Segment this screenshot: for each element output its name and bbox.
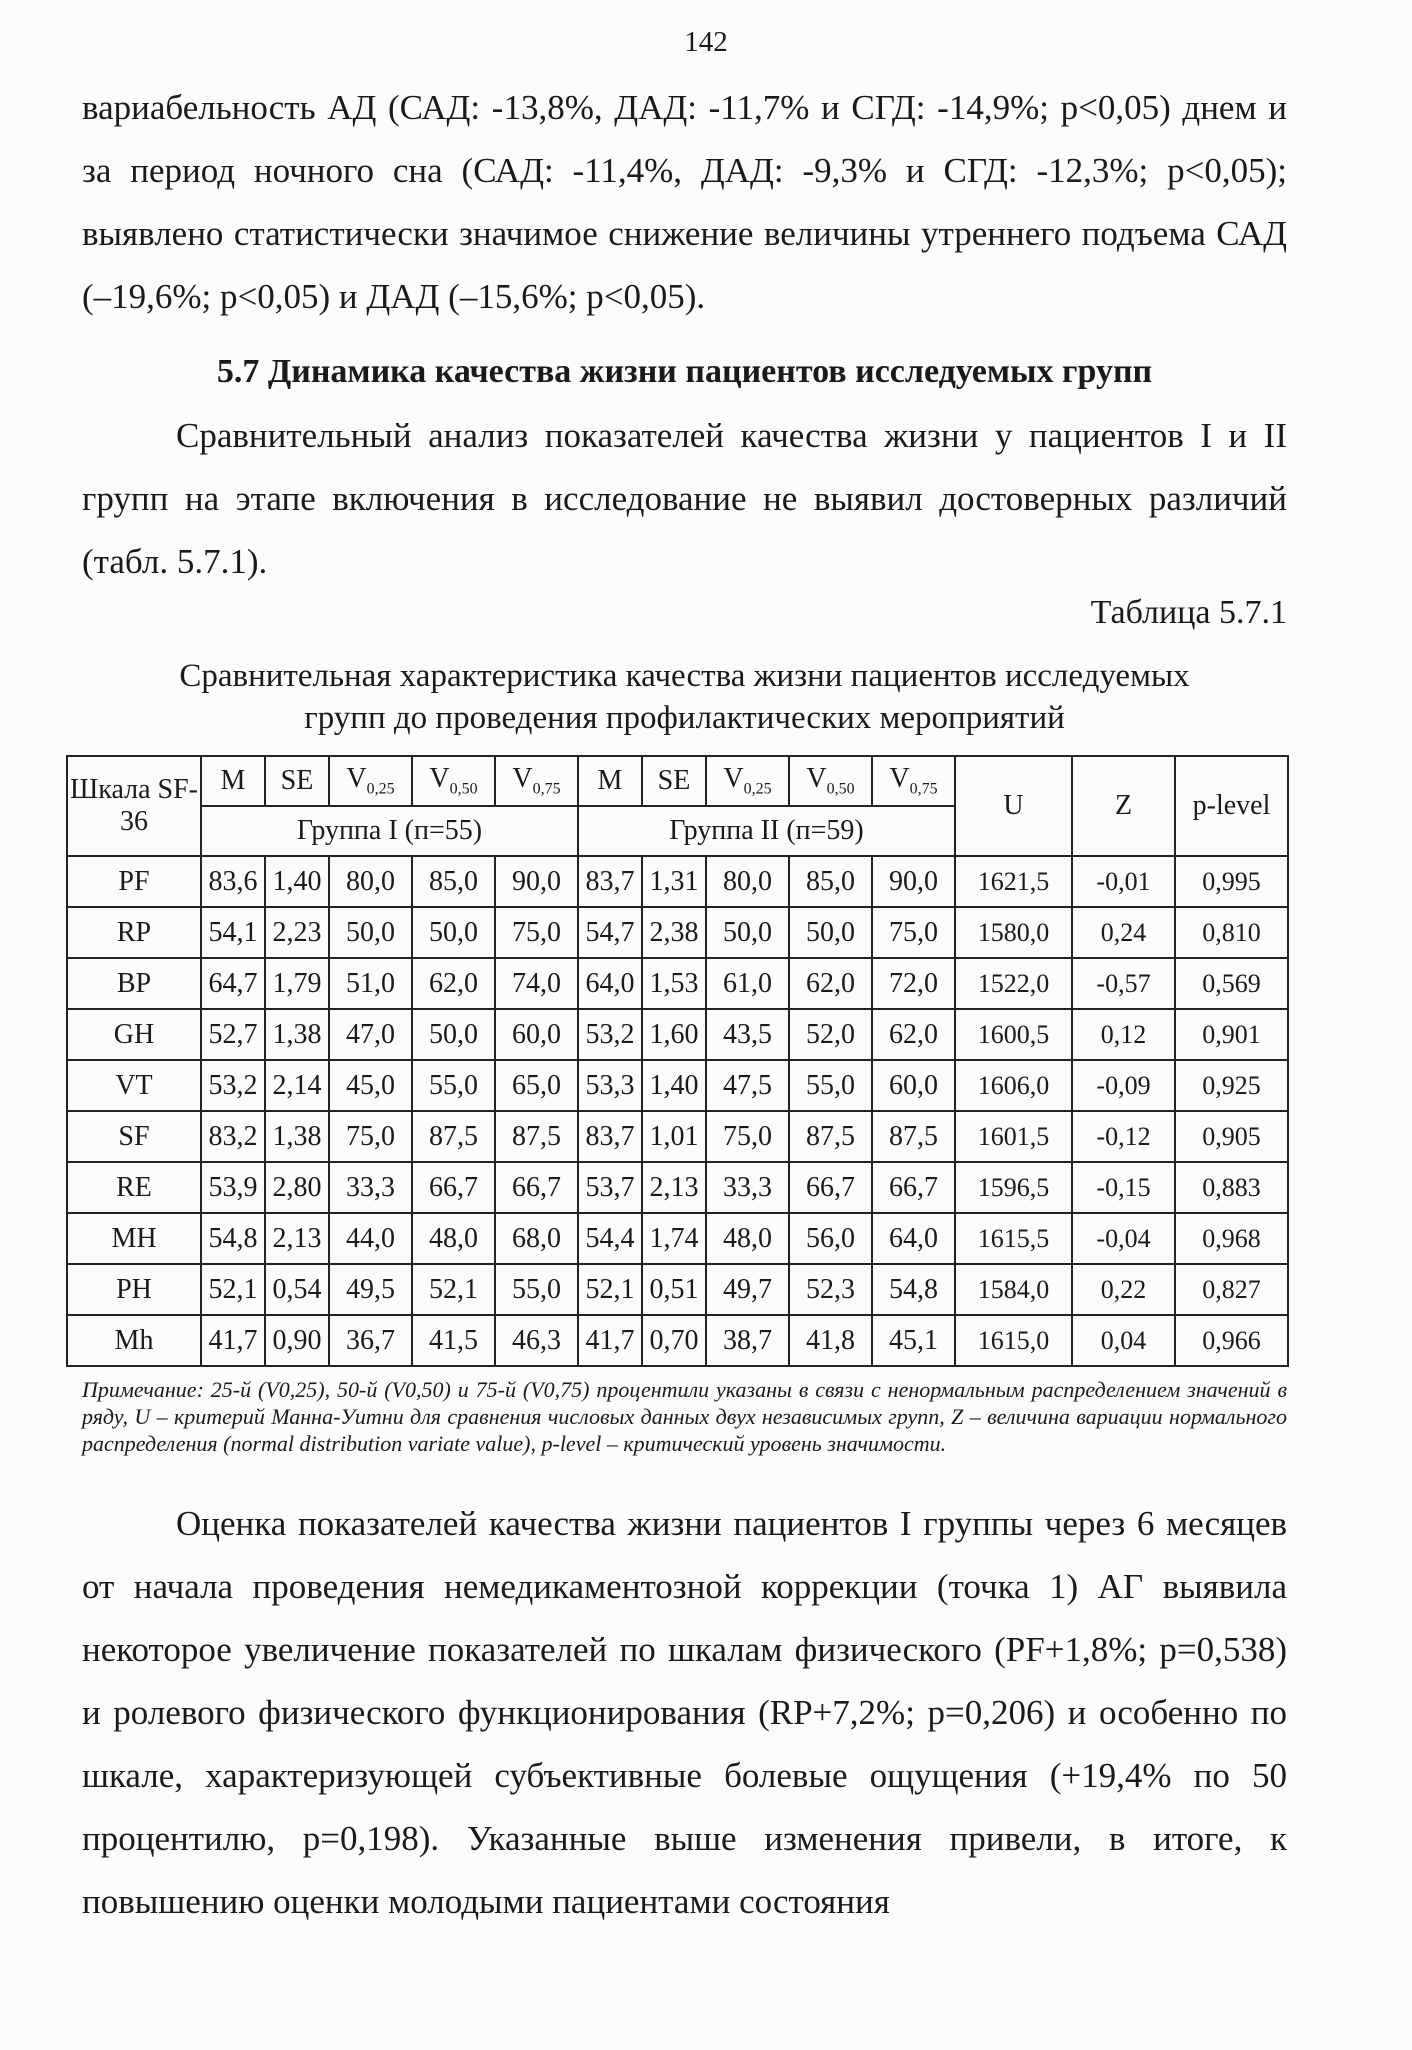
table-cell: 0,827 xyxy=(1175,1264,1288,1315)
table-cell: 83,2 xyxy=(201,1111,265,1162)
table-cell: 2,14 xyxy=(265,1060,329,1111)
table-cell: 64,0 xyxy=(578,958,642,1009)
table-cell: 52,1 xyxy=(412,1264,495,1315)
table-cell: 1,60 xyxy=(642,1009,706,1060)
row-scale-cell: MH xyxy=(67,1213,201,1264)
table-title-line2: групп до проведения профилактических мероприятий xyxy=(304,700,1065,736)
table-row xyxy=(67,1111,1288,1162)
table-cell: 0,569 xyxy=(1175,958,1288,1009)
header-z: Z xyxy=(1072,756,1175,856)
table-cell: 0,90 xyxy=(265,1315,329,1366)
table-cell: 55,0 xyxy=(412,1060,495,1111)
row-scale-cell: GH xyxy=(67,1009,201,1060)
table-cell: 66,7 xyxy=(412,1162,495,1213)
table-cell: 1,31 xyxy=(642,856,706,907)
table-cell: 68,0 xyxy=(495,1213,578,1264)
table-title xyxy=(82,655,1287,739)
table-cell: 87,5 xyxy=(412,1111,495,1162)
table-cell: 53,2 xyxy=(578,1009,642,1060)
header-se-g1: SE xyxy=(265,756,329,806)
table-cell: 0,70 xyxy=(642,1315,706,1366)
quality-of-life-table xyxy=(66,755,1289,1367)
table-cell: 66,7 xyxy=(872,1162,955,1213)
header-group2: Группа II (п=59) xyxy=(578,806,955,856)
table-cell: 0,925 xyxy=(1175,1060,1288,1111)
table-cell: 1,01 xyxy=(642,1111,706,1162)
table-cell: 54,4 xyxy=(578,1213,642,1264)
table-row xyxy=(67,1162,1288,1213)
table-cell: 83,7 xyxy=(578,856,642,907)
table-cell: 49,5 xyxy=(329,1264,412,1315)
table-cell: 50,0 xyxy=(706,907,789,958)
header-v50-g2: $V_{0,50}$ xyxy=(789,756,872,806)
table-cell: 75,0 xyxy=(329,1111,412,1162)
table-row xyxy=(67,1060,1288,1111)
table-cell: 1600,5 xyxy=(955,1009,1072,1060)
table-cell: 50,0 xyxy=(412,1009,495,1060)
section-paragraph xyxy=(82,404,1287,593)
table-cell: 1615,0 xyxy=(955,1315,1072,1366)
intro-paragraph xyxy=(82,76,1287,328)
header-p-level: p-level xyxy=(1175,756,1288,856)
table-cell: 1596,5 xyxy=(955,1162,1072,1213)
table-cell: 87,5 xyxy=(789,1111,872,1162)
table-cell: 41,7 xyxy=(201,1315,265,1366)
table-cell: 80,0 xyxy=(329,856,412,907)
table-cell: -0,09 xyxy=(1072,1060,1175,1111)
table-cell: 0,22 xyxy=(1072,1264,1175,1315)
table-cell: 46,3 xyxy=(495,1315,578,1366)
table-cell: 83,7 xyxy=(578,1111,642,1162)
table-row xyxy=(67,1315,1288,1366)
table-cell: 61,0 xyxy=(706,958,789,1009)
row-scale-cell: PF xyxy=(67,856,201,907)
header-group1: Группа I (п=55) xyxy=(201,806,578,856)
table-cell: 2,80 xyxy=(265,1162,329,1213)
table-cell: 75,0 xyxy=(495,907,578,958)
body-paragraph xyxy=(82,1492,1287,1933)
table-cell: 38,7 xyxy=(706,1315,789,1366)
table-cell: 90,0 xyxy=(872,856,955,907)
table-cell: 55,0 xyxy=(789,1060,872,1111)
header-v25-g1: $V_{0,25}$ xyxy=(329,756,412,806)
table-cell: 54,8 xyxy=(872,1264,955,1315)
table-label: Таблица 5.7.1 xyxy=(1090,594,1287,631)
table-cell: 62,0 xyxy=(412,958,495,1009)
table-cell: 52,0 xyxy=(789,1009,872,1060)
table-cell: 1,74 xyxy=(642,1213,706,1264)
header-se-g2: SE xyxy=(642,756,706,806)
header-scale: Шкала SF-36 xyxy=(67,756,201,856)
table-cell: 2,13 xyxy=(642,1162,706,1213)
table-title-line1: Сравнительная характеристика качества жизни пациентов исследуемых xyxy=(179,658,1190,694)
table-cell: 53,3 xyxy=(578,1060,642,1111)
table-cell: 90,0 xyxy=(495,856,578,907)
table-cell: 54,7 xyxy=(578,907,642,958)
table-cell: 85,0 xyxy=(789,856,872,907)
table-cell: 64,7 xyxy=(201,958,265,1009)
row-scale-cell: Mh xyxy=(67,1315,201,1366)
table-cell: 1,40 xyxy=(642,1060,706,1111)
table-cell: 52,1 xyxy=(201,1264,265,1315)
table-cell: -0,01 xyxy=(1072,856,1175,907)
table-body xyxy=(67,856,1288,1366)
table-cell: 48,0 xyxy=(706,1213,789,1264)
table-row xyxy=(67,907,1288,958)
table-cell: 51,0 xyxy=(329,958,412,1009)
table-cell: 75,0 xyxy=(706,1111,789,1162)
body-text: Оценка показателей качества жизни пациентов I группы через 6 месяцев от начала проведения немедикаментозной коррекции (точка 1) АГ выявила некоторое увеличение показателей по шкалам физического (PF+1,8%; p=0,538) и ролевого физического функционирования (RP+7,2%; p=0,206) и особенно по шкале, характеризующей субъективные болевые ощущения (+19,4% по 50 процентилю, p=0,198). Указанные выше изменения привели, в итоге, к повышению оценки молодыми пациентами состояния xyxy=(82,1504,1287,1921)
table-cell: 52,3 xyxy=(789,1264,872,1315)
table-cell: 66,7 xyxy=(495,1162,578,1213)
header-m-g1: M xyxy=(201,756,265,806)
table-cell: 52,1 xyxy=(578,1264,642,1315)
header-m-g2: M xyxy=(578,756,642,806)
table-cell: 62,0 xyxy=(789,958,872,1009)
table-cell: 65,0 xyxy=(495,1060,578,1111)
table-cell: 1615,5 xyxy=(955,1213,1072,1264)
table-cell: 1,38 xyxy=(265,1111,329,1162)
table-cell: 66,7 xyxy=(789,1162,872,1213)
table-cell: 0,04 xyxy=(1072,1315,1175,1366)
header-u: U xyxy=(955,756,1072,856)
header-v75-g2: $V_{0,75}$ xyxy=(872,756,955,806)
row-scale-cell: SF xyxy=(67,1111,201,1162)
table-cell: 0,883 xyxy=(1175,1162,1288,1213)
table-cell: 1584,0 xyxy=(955,1264,1072,1315)
table-cell: 0,966 xyxy=(1175,1315,1288,1366)
row-scale-cell: BP xyxy=(67,958,201,1009)
table-cell: 1606,0 xyxy=(955,1060,1072,1111)
header-v50-g1: $V_{0,50}$ xyxy=(412,756,495,806)
table-cell: 1522,0 xyxy=(955,958,1072,1009)
table-cell: 64,0 xyxy=(872,1213,955,1264)
table-cell: 43,5 xyxy=(706,1009,789,1060)
table-cell: 60,0 xyxy=(872,1060,955,1111)
table-row xyxy=(67,1264,1288,1315)
table-note: Примечание: 25-й (V0,25), 50-й (V0,50) и 75-й (V0,75) процентили указаны в связи с ненормальным распределением значений в ряду, U – критерий Манна-Уитни для сравнения числовых данных двух независимых групп, Z – величина вариации нормального распределения (normal distribution variate value), p-level – критический уровень значимости. xyxy=(82,1377,1287,1456)
table-cell: 47,5 xyxy=(706,1060,789,1111)
table-row xyxy=(67,1213,1288,1264)
table-cell: 1601,5 xyxy=(955,1111,1072,1162)
table-cell: 53,7 xyxy=(578,1162,642,1213)
table-cell: 0,901 xyxy=(1175,1009,1288,1060)
table-cell: 1621,5 xyxy=(955,856,1072,907)
table-cell: 45,0 xyxy=(329,1060,412,1111)
table-cell: 33,3 xyxy=(329,1162,412,1213)
section-text: Сравнительный анализ показателей качества жизни у пациентов I и II групп на этапе включения в исследование не выявил достоверных различий (табл. 5.7.1). xyxy=(82,416,1287,581)
table-cell: 80,0 xyxy=(706,856,789,907)
table-cell: 0,54 xyxy=(265,1264,329,1315)
table-cell: 0,12 xyxy=(1072,1009,1175,1060)
table-cell: 41,5 xyxy=(412,1315,495,1366)
table-cell: 47,0 xyxy=(329,1009,412,1060)
intro-text: вариабельность АД (САД: -13,8%, ДАД: -11,7% и СГД: -14,9%; p<0,05) днем и за период ночного сна (САД: -11,4%, ДАД: -9,3% и СГД: -12,3%; p<0,05); выявлено статистически значимое снижение величины утреннего подъема САД (–19,6%; p<0,05) и ДАД (–15,6%; p<0,05). xyxy=(82,88,1287,316)
table-cell: -0,04 xyxy=(1072,1213,1175,1264)
row-scale-cell: PH xyxy=(67,1264,201,1315)
table-cell: 36,7 xyxy=(329,1315,412,1366)
table-cell: 53,2 xyxy=(201,1060,265,1111)
table-cell: 54,8 xyxy=(201,1213,265,1264)
table-cell: 2,23 xyxy=(265,907,329,958)
table-cell: 2,13 xyxy=(265,1213,329,1264)
table-cell: 52,7 xyxy=(201,1009,265,1060)
table-cell: 0,995 xyxy=(1175,856,1288,907)
row-scale-cell: RE xyxy=(67,1162,201,1213)
table-cell: 1,53 xyxy=(642,958,706,1009)
table-cell: -0,57 xyxy=(1072,958,1175,1009)
table-cell: 44,0 xyxy=(329,1213,412,1264)
table-cell: 50,0 xyxy=(412,907,495,958)
table-cell: 74,0 xyxy=(495,958,578,1009)
table-cell: 48,0 xyxy=(412,1213,495,1264)
table-cell: 83,6 xyxy=(201,856,265,907)
table-cell: 0,905 xyxy=(1175,1111,1288,1162)
table-cell: 1,79 xyxy=(265,958,329,1009)
table-cell: 33,3 xyxy=(706,1162,789,1213)
table-cell: 1,38 xyxy=(265,1009,329,1060)
table-cell: 87,5 xyxy=(872,1111,955,1162)
table-cell: 0,810 xyxy=(1175,907,1288,958)
table-cell: 2,38 xyxy=(642,907,706,958)
header-v25-g2: $V_{0,25}$ xyxy=(706,756,789,806)
table-cell: 50,0 xyxy=(329,907,412,958)
table-cell: 0,24 xyxy=(1072,907,1175,958)
table-cell: 45,1 xyxy=(872,1315,955,1366)
table-cell: 60,0 xyxy=(495,1009,578,1060)
table-cell: -0,15 xyxy=(1072,1162,1175,1213)
page-number: 142 xyxy=(684,26,728,58)
table-cell: 1,40 xyxy=(265,856,329,907)
table-row xyxy=(67,958,1288,1009)
table-cell: 56,0 xyxy=(789,1213,872,1264)
table-cell: 41,8 xyxy=(789,1315,872,1366)
table-cell: 62,0 xyxy=(872,1009,955,1060)
table-row xyxy=(67,1009,1288,1060)
table-cell: 75,0 xyxy=(872,907,955,958)
row-scale-cell: RP xyxy=(67,907,201,958)
table-cell: 1580,0 xyxy=(955,907,1072,958)
table-row xyxy=(67,856,1288,907)
table-cell: 0,51 xyxy=(642,1264,706,1315)
table-cell: 50,0 xyxy=(789,907,872,958)
table-cell: 49,7 xyxy=(706,1264,789,1315)
section-heading: 5.7 Динамика качества жизни пациентов исследуемых групп xyxy=(216,353,1153,390)
table-cell: 54,1 xyxy=(201,907,265,958)
table-cell: 85,0 xyxy=(412,856,495,907)
header-v75-g1: $V_{0,75}$ xyxy=(495,756,578,806)
table-cell: 53,9 xyxy=(201,1162,265,1213)
table-cell: 72,0 xyxy=(872,958,955,1009)
table-cell: 0,968 xyxy=(1175,1213,1288,1264)
table-cell: -0,12 xyxy=(1072,1111,1175,1162)
table-cell: 87,5 xyxy=(495,1111,578,1162)
table-cell: 55,0 xyxy=(495,1264,578,1315)
row-scale-cell: VT xyxy=(67,1060,201,1111)
table-cell: 41,7 xyxy=(578,1315,642,1366)
